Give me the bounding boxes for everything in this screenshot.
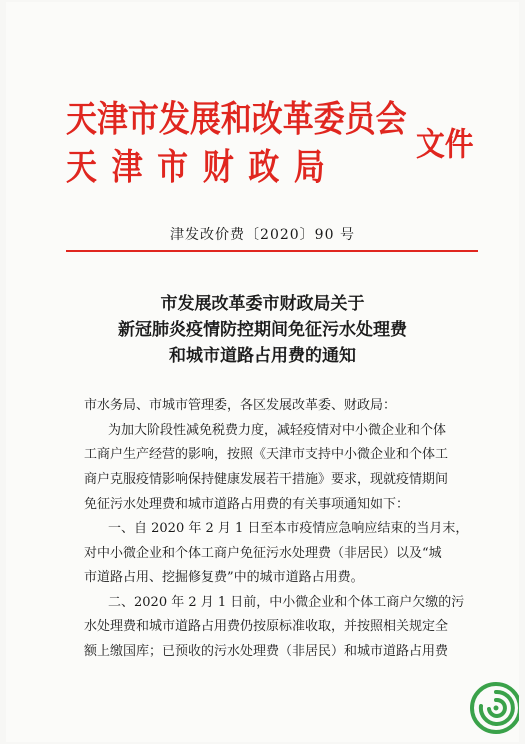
body-line: 工商户生产经营的影响，按照《天津市支持中小微企业和个体工 [84, 447, 449, 462]
header-org-line-1: 天津市发展和改革委员会 [66, 98, 407, 140]
red-divider [66, 250, 478, 252]
document-number: 津发改价费〔2020〕90 号 [170, 227, 355, 243]
body-line: 市道路占用、挖掘修复费”中的城市道路占用费。 [84, 570, 364, 585]
body-line: 水处理费和城市道路占用费仍按原标准收取，并按照相关规定全 [84, 619, 449, 634]
document-page [6, 2, 519, 742]
green-swirl-logo-icon [470, 682, 519, 734]
header-file-suffix: 文件 [416, 125, 474, 163]
body-line: 一、自 2020 年 2 月 1 日至本市疫情应急响应结束的当月末， [108, 521, 469, 536]
body-line: 为加大阶段性减免税费力度，减轻疫情对中小微企业和个体 [108, 423, 447, 438]
body-line: 对中小微企业和个体工商户免征污水处理费（非居民）以及“城 [84, 546, 442, 561]
header-org-line-2: 天津市财政局 [66, 146, 340, 188]
body-line: 商户克服疫情影响保持健康发展若干措施》要求，现就疫情期间 [84, 472, 449, 487]
body-line: 额上缴国库；已预收的污水处理费（非居民）和城市道路占用费 [84, 644, 449, 659]
body-line: 免征污水处理费和城市道路占用费的有关事项通知如下： [84, 497, 410, 512]
title-line-2: 新冠肺炎疫情防控期间免征污水处理费 [118, 320, 407, 340]
title-line-3: 和城市道路占用费的通知 [169, 346, 356, 366]
body-line: 二、2020 年 2 月 1 日前，中小微企业和个体工商户欠缴的污 [108, 595, 465, 610]
body-line: 市水务局、市城市管理委，各区发展改革委、财政局： [84, 398, 397, 413]
title-line-1: 市发展改革委市财政局关于 [160, 294, 365, 314]
